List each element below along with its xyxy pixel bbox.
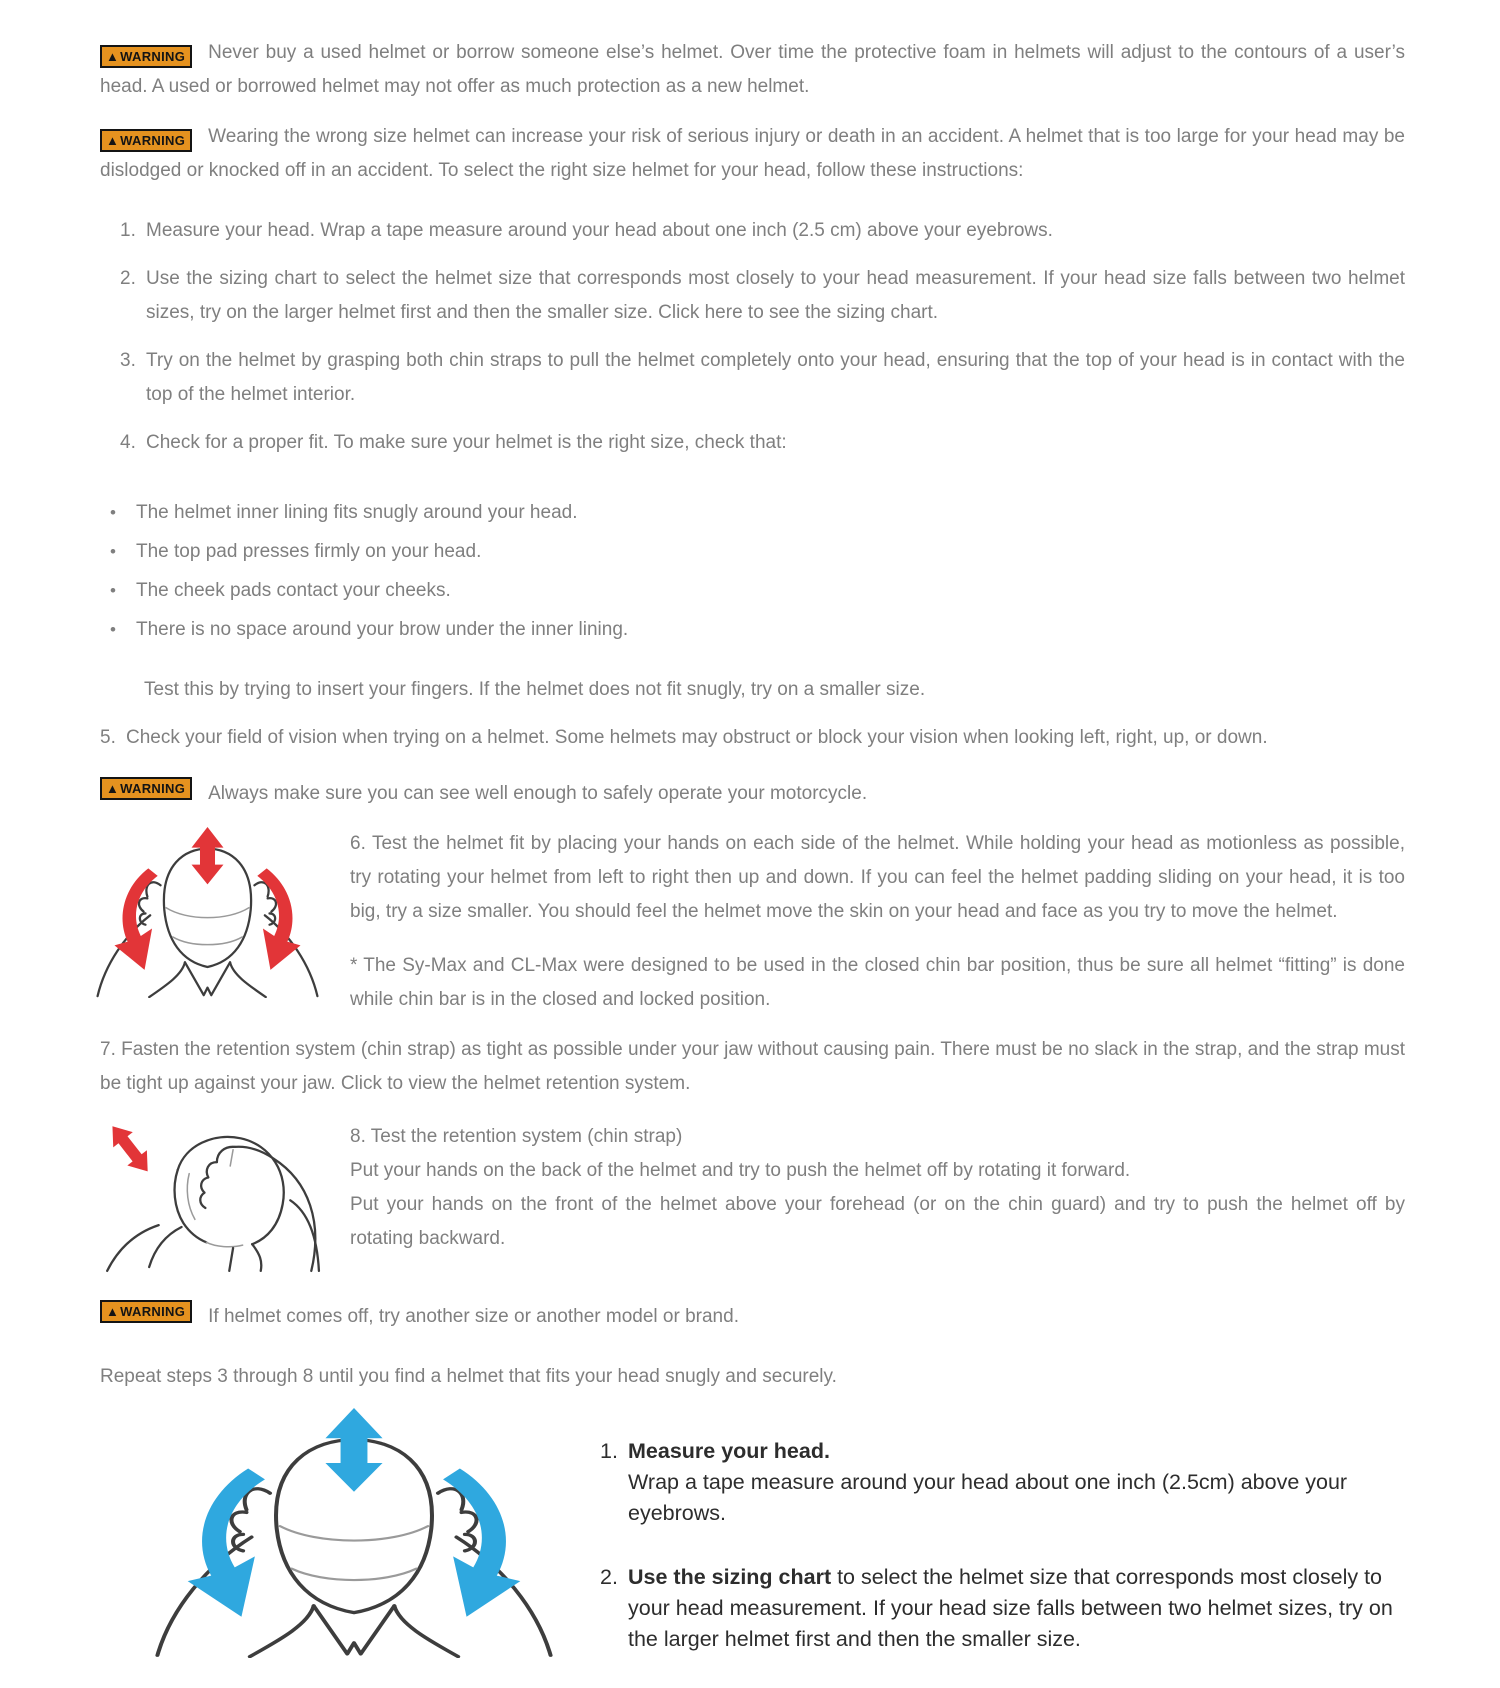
step-3 <box>120 344 1405 412</box>
measure-item-1 <box>600 1436 1400 1529</box>
step-number: 3. <box>120 350 136 371</box>
helmet-push-illustration <box>90 1120 338 1273</box>
warning-3-text: Always make sure you can see well enough to safely operate your motorcycle. <box>208 783 868 804</box>
step-3-text: Try on the helmet by grasping both chin straps to pull the helmet completely onto your head, ensuring that the top of your head is in contact with the top of the helmet interior. <box>146 350 1405 405</box>
step-8-heading: 8. Test the retention system (chin strap) <box>350 1126 683 1147</box>
step-number: 2. <box>120 268 136 289</box>
step-4-text: Check for a proper fit. To make sure your helmet is the right size, check that: <box>146 432 787 453</box>
warning-paragraph-4 <box>100 1300 1405 1334</box>
bullet-2-text: The top pad presses firmly on your head. <box>136 541 482 562</box>
step-number: 4. <box>120 432 136 453</box>
numbered-steps <box>100 214 1405 460</box>
warning-label <box>100 777 192 800</box>
step-7-text: 7. Fasten the retention system (chin strap) as tight as possible under your jaw without causing pain. There must be no slack in the strap, and the strap must be tight up against your jaw. <box>100 1039 1405 1094</box>
measure-head-section <box>100 1408 1405 1688</box>
step-7 <box>100 1033 1405 1101</box>
fit-test-section <box>100 827 1405 1017</box>
warning-label-text: WARNING <box>120 49 186 64</box>
measure-item-2 <box>600 1562 1400 1655</box>
retention-system-link[interactable]: Click to view the helmet retention system. <box>340 1073 691 1094</box>
bullet-3-text: The cheek pads contact your cheeks. <box>136 580 451 601</box>
list-item <box>110 613 1405 647</box>
warning-triangle-icon: ▲ <box>106 133 120 148</box>
bullet-4-text: There is no space around your brow under the inner lining. <box>136 619 629 640</box>
warning-label <box>100 1300 192 1323</box>
bullet-1-text: The helmet inner lining fits snugly around your head. <box>136 502 578 523</box>
symax-footnote: * The Sy-Max and CL-Max were designed to be used in the closed chin bar position, thus be sure all helmet “fitting” is done while chin bar is in the closed and locked position. <box>350 955 1405 1010</box>
warning-label <box>100 45 192 68</box>
item-number: 2. <box>600 1565 618 1589</box>
measure-item-1-text: Wrap a tape measure around your head about one inch (2.5cm) above your eyebrows. <box>628 1470 1348 1525</box>
warning-paragraph-3 <box>100 777 1405 811</box>
measure-item-1-title: Measure your head. <box>628 1439 830 1463</box>
measure-instructions <box>584 1408 1400 1688</box>
step-2 <box>120 262 1405 330</box>
bullet-icon: • <box>110 620 116 639</box>
warning-paragraph-2 <box>100 120 1405 188</box>
warning-2-text: Wearing the wrong size helmet can increase your risk of serious injury or death in an accident. A helmet that is too large for your head may be dislodged or knocked off in an accident. To select the right size helmet for your head, follow these instructions: <box>100 126 1405 181</box>
warning-label-text: WARNING <box>120 781 186 796</box>
step-6-text: 6. Test the helmet fit by placing your hands on each side of the helmet. While holding your head as motionless as possible, try rotating your helmet from left to right then up and down. If you can feel the helmet padding sliding on your head, it is too big, try a size smaller. You should feel the helmet move the skin on your head and face as you try to move the helmet. <box>350 833 1405 922</box>
bullet-icon: • <box>110 581 116 600</box>
measure-item-2-text: to select the helmet size that corresponds most closely to your head measurement. If your head size falls between two helmet sizes, try on the larger helmet first and then the smaller size. <box>628 1565 1393 1651</box>
warning-paragraph-1 <box>100 36 1405 104</box>
warning-1-text: Never buy a used helmet or borrow someone else’s helmet. Over time the protective foam in helmets will adjust to the contours of a user’s head. A used or borrowed helmet may not offer as much protection as a new helmet. <box>100 42 1405 97</box>
helmet-fit-test-illustration <box>90 827 325 998</box>
list-item <box>110 496 1405 530</box>
step-8-line-2: Put your hands on the front of the helmet above your forehead (or on the chin guard) and try to push the helmet off by rotating backward. <box>350 1194 1405 1249</box>
warning-triangle-icon: ▲ <box>106 1304 120 1319</box>
step-1-text: Measure your head. Wrap a tape measure around your head about one inch (2.5 cm) above your eyebrows. <box>146 220 1053 241</box>
list-item <box>110 574 1405 608</box>
step-number: 1. <box>120 220 136 241</box>
step-number: 5. <box>100 727 116 748</box>
bullet-icon: • <box>110 542 116 561</box>
sizing-chart-link[interactable]: Click here to see the sizing chart. <box>658 302 939 323</box>
step-8-line-1: Put your hands on the back of the helmet and try to push the helmet off by rotating it forward. <box>350 1160 1131 1181</box>
step-1 <box>120 214 1405 248</box>
list-item <box>110 535 1405 569</box>
warning-triangle-icon: ▲ <box>106 781 120 796</box>
warning-label-text: WARNING <box>120 1304 186 1319</box>
repeat-steps-note: Repeat steps 3 through 8 until you find a helmet that fits your head snugly and securely. <box>100 1366 837 1387</box>
step-4 <box>120 426 1405 460</box>
item-number: 1. <box>600 1439 618 1463</box>
warning-label <box>100 129 192 152</box>
test-note: Test this by trying to insert your fingers. If the helmet does not fit snugly, try on a smaller size. <box>144 679 926 700</box>
step-5 <box>100 721 1405 755</box>
warning-triangle-icon: ▲ <box>106 49 120 64</box>
measure-head-illustration <box>144 1408 564 1658</box>
bullet-icon: • <box>110 503 116 522</box>
measure-item-2-title: Use the sizing chart <box>628 1565 832 1589</box>
warning-4-text: If helmet comes off, try another size or another model or brand. <box>208 1306 739 1327</box>
warning-label-text: WARNING <box>120 133 186 148</box>
fit-check-bullets <box>100 496 1405 647</box>
step-5-text: Check your field of vision when trying on a helmet. Some helmets may obstruct or block your vision when looking left, right, up, or down. <box>126 727 1268 748</box>
retention-test-section <box>100 1120 1405 1278</box>
step-2-text: Use the sizing chart to select the helmet size that corresponds most closely to your head measurement. If your head size falls between two helmet sizes, try on the larger helmet first and then the smaller size. <box>146 268 1405 323</box>
